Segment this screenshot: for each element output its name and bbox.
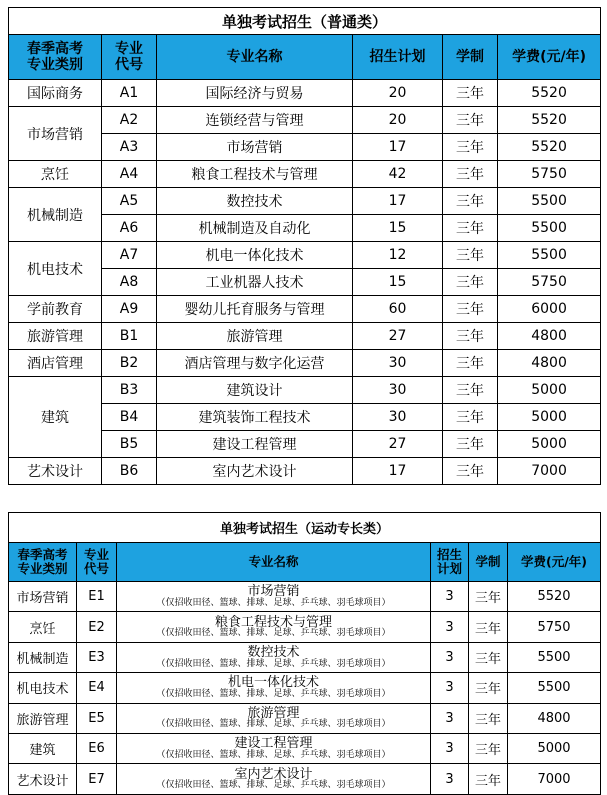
major-name: 建设工程管理: [234, 736, 313, 752]
regular-admission-table: [8, 7, 601, 485]
category-cell: 国际商务: [9, 80, 102, 107]
fee-cell: 5520: [498, 134, 601, 161]
major-cell: 数控技术: [157, 188, 353, 215]
header-plan: 招生计划: [353, 35, 443, 80]
major-cell: 建筑装饰工程技术: [157, 404, 353, 431]
duration-cell: 三年: [443, 269, 498, 296]
major-cell: 旅游管理: [157, 323, 353, 350]
major-cell: 婴幼儿托育服务与管理: [157, 296, 353, 323]
plan-cell: 30: [353, 377, 443, 404]
duration-cell: 三年: [443, 458, 498, 485]
plan-cell: 12: [353, 242, 443, 269]
code-cell: B3: [102, 377, 157, 404]
table-row: [9, 703, 601, 733]
fee-cell: 5520: [498, 80, 601, 107]
duration-cell: 三年: [443, 431, 498, 458]
major-cell: 机电一体化技术: [157, 242, 353, 269]
fee-cell: 5500: [498, 215, 601, 242]
duration-cell: 三年: [469, 642, 508, 672]
code-cell: A8: [102, 269, 157, 296]
table-title: 单独考试招生（运动专长类）: [9, 513, 601, 543]
major-cell: 机械制造及自动化: [157, 215, 353, 242]
table-row: [9, 642, 601, 672]
major-cell: [117, 642, 431, 672]
code-cell: B1: [102, 323, 157, 350]
fee-cell: 6000: [498, 296, 601, 323]
table-row: [9, 612, 601, 642]
major-name: 粮食工程技术与管理: [214, 614, 332, 630]
major-note: （仅招收田径、篮球、排球、足球、乒乓球、羽毛球项目）: [156, 780, 391, 791]
category-cell: 建筑: [9, 733, 77, 763]
plan-cell: 60: [353, 296, 443, 323]
fee-cell: 5000: [498, 377, 601, 404]
code-cell: E7: [77, 764, 117, 794]
plan-cell: 15: [353, 215, 443, 242]
code-cell: A3: [102, 134, 157, 161]
table-row: [9, 377, 601, 404]
plan-cell: 3: [431, 642, 469, 672]
table-row: [9, 296, 601, 323]
duration-cell: 三年: [469, 612, 508, 642]
header-major: 专业名称: [157, 35, 353, 80]
major-cell: 酒店管理与数字化运营: [157, 350, 353, 377]
header-category: 春季高考 专业类别: [9, 543, 77, 582]
category-cell: 机械制造: [9, 642, 77, 672]
code-cell: A6: [102, 215, 157, 242]
code-cell: E5: [77, 703, 117, 733]
duration-cell: 三年: [443, 80, 498, 107]
header-code: 专业 代号: [77, 543, 117, 582]
major-name: 市场营销: [247, 584, 300, 600]
plan-cell: 20: [353, 80, 443, 107]
header-fee: 学费(元/年): [498, 35, 601, 80]
duration-cell: 三年: [443, 377, 498, 404]
plan-cell: 3: [431, 703, 469, 733]
major-name: 数控技术: [247, 644, 300, 660]
category-cell: 机械制造: [9, 188, 102, 242]
duration-cell: 三年: [469, 733, 508, 763]
code-cell: E1: [77, 582, 117, 612]
sports-admission-table: [8, 512, 601, 795]
table-row: [9, 107, 601, 134]
plan-cell: 17: [353, 188, 443, 215]
duration-cell: 三年: [443, 296, 498, 323]
header-major: 专业名称: [117, 543, 431, 582]
code-cell: B5: [102, 431, 157, 458]
plan-cell: 30: [353, 404, 443, 431]
code-cell: E4: [77, 673, 117, 703]
fee-cell: 5520: [508, 582, 601, 612]
plan-cell: 20: [353, 107, 443, 134]
duration-cell: 三年: [443, 215, 498, 242]
major-note: （仅招收田径、篮球、排球、足球、乒乓球、羽毛球项目）: [156, 628, 391, 639]
fee-cell: 5000: [498, 431, 601, 458]
code-cell: B6: [102, 458, 157, 485]
table-row: [9, 733, 601, 763]
major-cell: 粮食工程技术与管理: [157, 161, 353, 188]
category-cell: 机电技术: [9, 673, 77, 703]
duration-cell: 三年: [443, 323, 498, 350]
fee-cell: 4800: [498, 350, 601, 377]
table-row: [9, 673, 601, 703]
fee-cell: 4800: [508, 703, 601, 733]
plan-cell: 27: [353, 431, 443, 458]
table-body: [9, 80, 601, 485]
code-cell: E3: [77, 642, 117, 672]
category-cell: 建筑: [9, 377, 102, 458]
table-row: [9, 323, 601, 350]
duration-cell: 三年: [443, 350, 498, 377]
major-note: （仅招收田径、篮球、排球、足球、乒乓球、羽毛球项目）: [156, 658, 391, 669]
duration-cell: 三年: [443, 161, 498, 188]
plan-cell: 3: [431, 612, 469, 642]
header-category: 春季高考 专业类别: [9, 35, 102, 80]
plan-cell: 27: [353, 323, 443, 350]
major-cell: 建设工程管理: [157, 431, 353, 458]
major-cell: 工业机器人技术: [157, 269, 353, 296]
table-title: 单独考试招生（普通类）: [9, 8, 601, 35]
plan-cell: 30: [353, 350, 443, 377]
category-cell: 酒店管理: [9, 350, 102, 377]
category-cell: 烹饪: [9, 612, 77, 642]
header-duration: 学制: [443, 35, 498, 80]
category-cell: 艺术设计: [9, 458, 102, 485]
major-note: （仅招收田径、篮球、排球、足球、乒乓球、羽毛球项目）: [156, 749, 391, 760]
duration-cell: 三年: [469, 582, 508, 612]
major-cell: 建筑设计: [157, 377, 353, 404]
duration-cell: 三年: [443, 188, 498, 215]
fee-cell: 5500: [498, 242, 601, 269]
fee-cell: 5750: [498, 269, 601, 296]
major-name: 旅游管理: [247, 705, 300, 721]
table-row: [9, 161, 601, 188]
fee-cell: 7000: [508, 764, 601, 794]
table-row: [9, 242, 601, 269]
major-cell: [117, 733, 431, 763]
plan-cell: 17: [353, 134, 443, 161]
fee-cell: 5000: [508, 733, 601, 763]
fee-cell: 5750: [508, 612, 601, 642]
category-cell: 旅游管理: [9, 703, 77, 733]
plan-cell: 42: [353, 161, 443, 188]
fee-cell: 5500: [508, 642, 601, 672]
major-cell: [117, 703, 431, 733]
major-name: 机电一体化技术: [227, 675, 319, 691]
fee-cell: 5500: [508, 673, 601, 703]
category-cell: 烹饪: [9, 161, 102, 188]
major-cell: 室内艺术设计: [157, 458, 353, 485]
fee-cell: 5500: [498, 188, 601, 215]
fee-cell: 5520: [498, 107, 601, 134]
plan-cell: 15: [353, 269, 443, 296]
code-cell: B2: [102, 350, 157, 377]
category-cell: 旅游管理: [9, 323, 102, 350]
code-cell: E6: [77, 733, 117, 763]
duration-cell: 三年: [443, 134, 498, 161]
code-cell: A5: [102, 188, 157, 215]
major-cell: [117, 582, 431, 612]
table-row: [9, 582, 601, 612]
table-row: [9, 764, 601, 794]
plan-cell: 3: [431, 764, 469, 794]
plan-cell: 3: [431, 673, 469, 703]
code-cell: B4: [102, 404, 157, 431]
major-cell: [117, 612, 431, 642]
table-row: [9, 458, 601, 485]
major-name: 室内艺术设计: [234, 766, 313, 782]
category-cell: 市场营销: [9, 107, 102, 161]
code-cell: A2: [102, 107, 157, 134]
major-cell: [117, 764, 431, 794]
category-cell: 机电技术: [9, 242, 102, 296]
duration-cell: 三年: [443, 242, 498, 269]
category-cell: 学前教育: [9, 296, 102, 323]
table-row: [9, 350, 601, 377]
code-cell: A1: [102, 80, 157, 107]
major-cell: 国际经济与贸易: [157, 80, 353, 107]
major-cell: [117, 673, 431, 703]
category-cell: 市场营销: [9, 582, 77, 612]
code-cell: A7: [102, 242, 157, 269]
plan-cell: 3: [431, 733, 469, 763]
header-fee: 学费(元/年): [508, 543, 601, 582]
fee-cell: 5750: [498, 161, 601, 188]
code-cell: A4: [102, 161, 157, 188]
major-cell: 连锁经营与管理: [157, 107, 353, 134]
major-cell: 市场营销: [157, 134, 353, 161]
header-code: 专业 代号: [102, 35, 157, 80]
plan-cell: 3: [431, 582, 469, 612]
duration-cell: 三年: [443, 107, 498, 134]
code-cell: A9: [102, 296, 157, 323]
duration-cell: 三年: [469, 703, 508, 733]
major-note: （仅招收田径、篮球、排球、足球、乒乓球、羽毛球项目）: [156, 688, 391, 699]
fee-cell: 7000: [498, 458, 601, 485]
table-row: [9, 80, 601, 107]
major-note: （仅招收田径、篮球、排球、足球、乒乓球、羽毛球项目）: [156, 597, 391, 608]
duration-cell: 三年: [443, 404, 498, 431]
header-plan: 招生 计划: [431, 543, 469, 582]
table-body: [9, 582, 601, 795]
duration-cell: 三年: [469, 673, 508, 703]
duration-cell: 三年: [469, 764, 508, 794]
major-note: （仅招收田径、篮球、排球、足球、乒乓球、羽毛球项目）: [156, 719, 391, 730]
fee-cell: 4800: [498, 323, 601, 350]
header-duration: 学制: [469, 543, 508, 582]
plan-cell: 17: [353, 458, 443, 485]
code-cell: E2: [77, 612, 117, 642]
category-cell: 艺术设计: [9, 764, 77, 794]
fee-cell: 5000: [498, 404, 601, 431]
table-row: [9, 188, 601, 215]
